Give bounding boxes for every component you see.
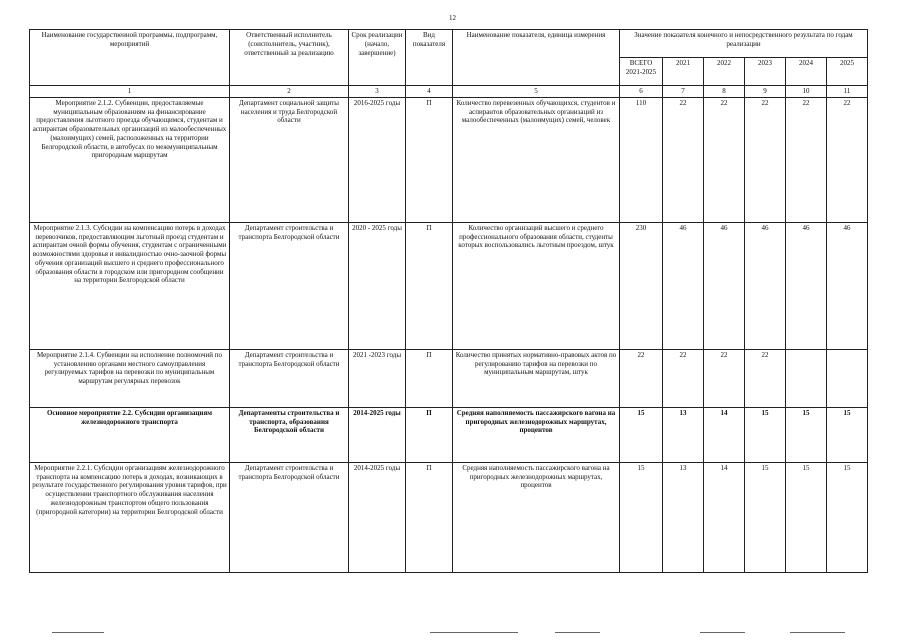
row-value: 14 [704, 462, 745, 572]
row-indicator: Количество принятых нормативно-правовых актов по регулированию тарифов на перевозки по муниципальным маршрутам, штук [453, 349, 620, 407]
row-term: 2014-2025 годы [349, 407, 406, 462]
row-executor: Департаменты строительства и транспорта, образования Белгородской области [230, 407, 349, 462]
header-values-group: Значение показателя конечного и непосредственного результата по годам реализации [620, 30, 868, 58]
row-value: 15 [827, 462, 868, 572]
row-value: 46 [704, 222, 745, 349]
column-number: 2 [230, 86, 349, 98]
row-indicator: Количество перевезенных обучающихся, студентов и аспирантов образовательных организаций из малообеспеченных (малоимущих) семей, человек [453, 97, 620, 222]
row-name: Мероприятие 2.2.1. Субсидии организациям железнодорожного транспорта на компенсацию потерь в доходах, возникающих в результате государственного регулирования уровня тарифов, при осуществлении транспортного обслуживания населения железнодорожным транспортом общего пользования (пригородной категории) на территории Белгородской области [30, 462, 230, 572]
scan-artifact-line [555, 632, 600, 633]
column-number-row [30, 86, 868, 98]
row-value: 13 [663, 462, 704, 572]
row-value: 46 [786, 222, 827, 349]
table-row [30, 222, 868, 349]
row-name: Мероприятие 2.1.2. Субвенции, предоставляемые муниципальным образованиям на финансирование предоставления льготного проезда обучающимся, студентам и аспирантам образовательных организаций из малообеспеченных (малоимущих) семей, расположенных на территории Белгородской области, в автобусах по межмуниципальным пригородным маршрутам [30, 97, 230, 222]
row-total: 15 [620, 407, 663, 462]
table-row [30, 97, 868, 222]
row-total: 15 [620, 462, 663, 572]
row-value: 46 [827, 222, 868, 349]
header-year: 2023 [745, 58, 786, 86]
row-value: 46 [663, 222, 704, 349]
row-value: 15 [745, 462, 786, 572]
column-number: 8 [704, 86, 745, 98]
row-total: 230 [620, 222, 663, 349]
header-kind: Вид показателя [406, 30, 453, 86]
column-number: 4 [406, 86, 453, 98]
page-number: 12 [449, 14, 456, 22]
row-value: 14 [704, 407, 745, 462]
row-value: 22 [745, 349, 786, 407]
scan-artifact-line [430, 632, 518, 633]
row-value: 13 [663, 407, 704, 462]
header-term: Срок реализации (начало, завершение) [349, 30, 406, 86]
row-value: 22 [663, 349, 704, 407]
row-value [786, 349, 827, 407]
table-row [30, 349, 868, 407]
table-row [30, 407, 868, 462]
table-row [30, 462, 868, 572]
column-number: 9 [745, 86, 786, 98]
row-value: 22 [786, 97, 827, 222]
row-name: Мероприятие 2.1.4. Субвенции на исполнение полномочий по установлению органами местного самоуправления регулируемых тарифов на перевозки по муниципальным маршрутам регулярных перевозок [30, 349, 230, 407]
scan-artifact-line [52, 632, 104, 633]
row-total: 22 [620, 349, 663, 407]
row-kind: П [406, 407, 453, 462]
header-year: 2025 [827, 58, 868, 86]
row-executor: Департамент строительства и транспорта Белгородской области [230, 349, 349, 407]
column-number: 5 [453, 86, 620, 98]
header-year: 2024 [786, 58, 827, 86]
column-number: 10 [786, 86, 827, 98]
row-name: Основное мероприятие 2.2. Субсидии организациям железнодорожного транспорта [30, 407, 230, 462]
column-number: 3 [349, 86, 406, 98]
row-executor: Департамент социальной защиты населения и труда Белгородской области [230, 97, 349, 222]
row-indicator: Средняя наполняемость пассажирского вагона на пригородных железнодорожных маршрутах, процентов [453, 407, 620, 462]
row-total: 110 [620, 97, 663, 222]
header-name: Наименование государственной программы, подпрограмм, мероприятий [30, 30, 230, 86]
row-executor: Департамент строительства и транспорта Белгородской области [230, 222, 349, 349]
header-executor: Ответственный исполнитель (соисполнитель, участник), ответственный за реализацию [230, 30, 349, 86]
row-indicator: Средняя наполняемость пассажирского вагона на пригородных железнодорожных маршрутах, процентов [453, 462, 620, 572]
scan-artifact-line [790, 632, 845, 633]
row-value: 22 [745, 97, 786, 222]
row-kind: П [406, 97, 453, 222]
row-value: 15 [786, 462, 827, 572]
row-value: 22 [704, 97, 745, 222]
row-term: 2016-2025 годы [349, 97, 406, 222]
column-number: 6 [620, 86, 663, 98]
row-value [827, 349, 868, 407]
scan-artifact-line [700, 632, 745, 633]
program-table [29, 29, 868, 573]
column-number: 1 [30, 86, 230, 98]
row-kind: П [406, 349, 453, 407]
header-indicator: Наименование показателя, единица измерения [453, 30, 620, 86]
row-value: 22 [663, 97, 704, 222]
row-value: 46 [745, 222, 786, 349]
header-year: 2021 [663, 58, 704, 86]
row-value: 15 [745, 407, 786, 462]
row-kind: П [406, 462, 453, 572]
row-name: Мероприятие 2.1.3. Субсидии на компенсацию потерь в доходах перевозчиков, предоставляющим льготный проезд студентам и аспирантам очной формы обучения, студентам с ограниченными возможностями здоровья и инвалидностью очно-заочной формы обучения организаций высшего и среднего профессионального образования области в городском или пригородном сообщении на территории Белгородской области [30, 222, 230, 349]
column-number: 7 [663, 86, 704, 98]
row-term: 2014-2025 годы [349, 462, 406, 572]
row-term: 2021 -2023 годы [349, 349, 406, 407]
row-value: 22 [704, 349, 745, 407]
row-kind: П [406, 222, 453, 349]
row-value: 15 [827, 407, 868, 462]
row-value: 22 [827, 97, 868, 222]
header-year: 2022 [704, 58, 745, 86]
row-executor: Департамент строительства и транспорта Белгородской области [230, 462, 349, 572]
row-term: 2020 - 2025 годы [349, 222, 406, 349]
row-indicator: Количество организаций высшего и среднего профессионального образования области, студенты которых воспользовались льготным проездом, штук [453, 222, 620, 349]
row-value: 15 [786, 407, 827, 462]
header-total: ВСЕГО 2021-2025 [620, 58, 663, 86]
column-number: 11 [827, 86, 868, 98]
